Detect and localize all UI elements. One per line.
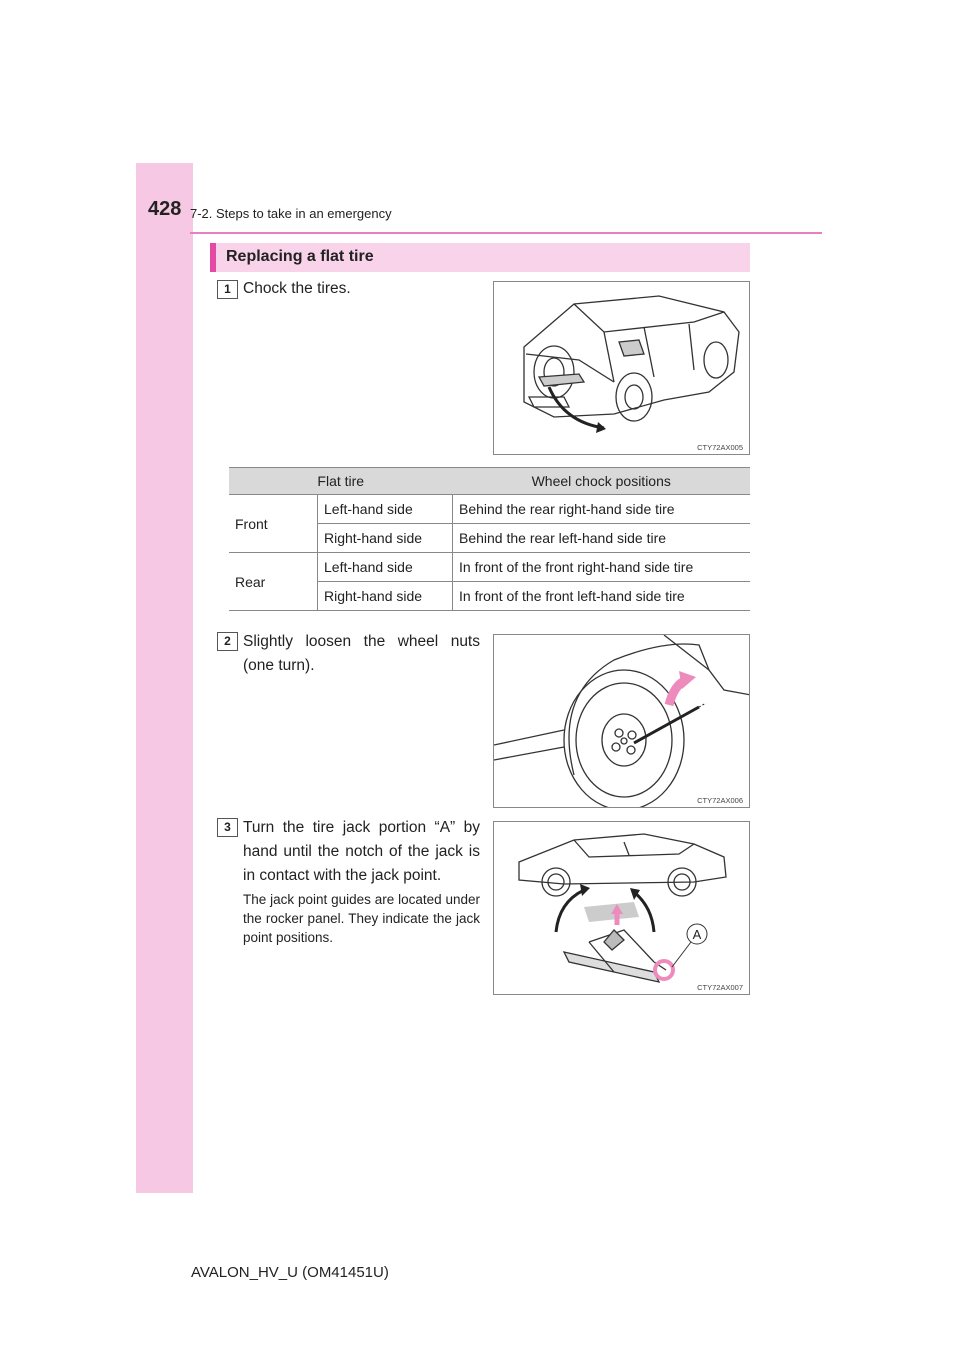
figure-chock-tires [493, 281, 750, 455]
figure-code-3: CTY72AX007 [697, 983, 743, 992]
header-divider [190, 232, 822, 234]
jack-illustration [494, 822, 750, 995]
table-cell-position: Behind the rear right-hand side tire [453, 495, 751, 524]
step-number-1: 1 [217, 280, 238, 299]
figure-loosen-nuts [493, 634, 750, 808]
step-text-2: Slightly loosen the wheel nuts (one turn). [243, 633, 480, 674]
step-text-1: Chock the tires. [243, 280, 351, 297]
step-number-3: 3 [217, 818, 238, 837]
chapter-sidebar-tab [136, 163, 193, 1193]
table-row [229, 553, 750, 582]
step-number-2: 2 [217, 632, 238, 651]
wheel-chock-table [229, 467, 750, 611]
table-header-cell: Wheel chock positions [453, 468, 751, 495]
table-cell-side: Left-hand side [318, 495, 453, 524]
step-text-3: Turn the tire jack portion “A” by hand until the notch of the jack is in contact with the jack point. [243, 819, 480, 884]
figure-jack [493, 821, 750, 995]
table-header-cell: Flat tire [229, 468, 453, 495]
section-heading [210, 243, 750, 272]
table-cell-position: Behind the rear left-hand side tire [453, 524, 751, 553]
table-cell-position: In front of the front right-hand side tire [453, 553, 751, 582]
car-chock-illustration [494, 282, 750, 455]
figure-code-2: CTY72AX006 [697, 796, 743, 805]
figure-label-a: A [692, 927, 702, 942]
section-title: Replacing a flat tire [226, 248, 374, 265]
table-cell-side: Left-hand side [318, 553, 453, 582]
figure-code-1: CTY72AX005 [697, 443, 743, 452]
step-note-3: The jack point guides are located under the rocker panel. They indicate the jack point positions. [243, 892, 480, 945]
document-footer: AVALON_HV_U (OM41451U) [191, 1264, 389, 1281]
table-group-label: Front [229, 495, 318, 553]
table-group-label: Rear [229, 553, 318, 611]
table-cell-side: Right-hand side [318, 524, 453, 553]
wheel-wrench-illustration [494, 635, 750, 808]
table-header-row [229, 468, 750, 495]
table-cell-side: Right-hand side [318, 582, 453, 611]
page-number: 428 [148, 198, 182, 220]
table-row [229, 495, 750, 524]
table-cell-position: In front of the front left-hand side tire [453, 582, 751, 611]
chapter-title: 7-2. Steps to take in an emergency [190, 206, 392, 221]
